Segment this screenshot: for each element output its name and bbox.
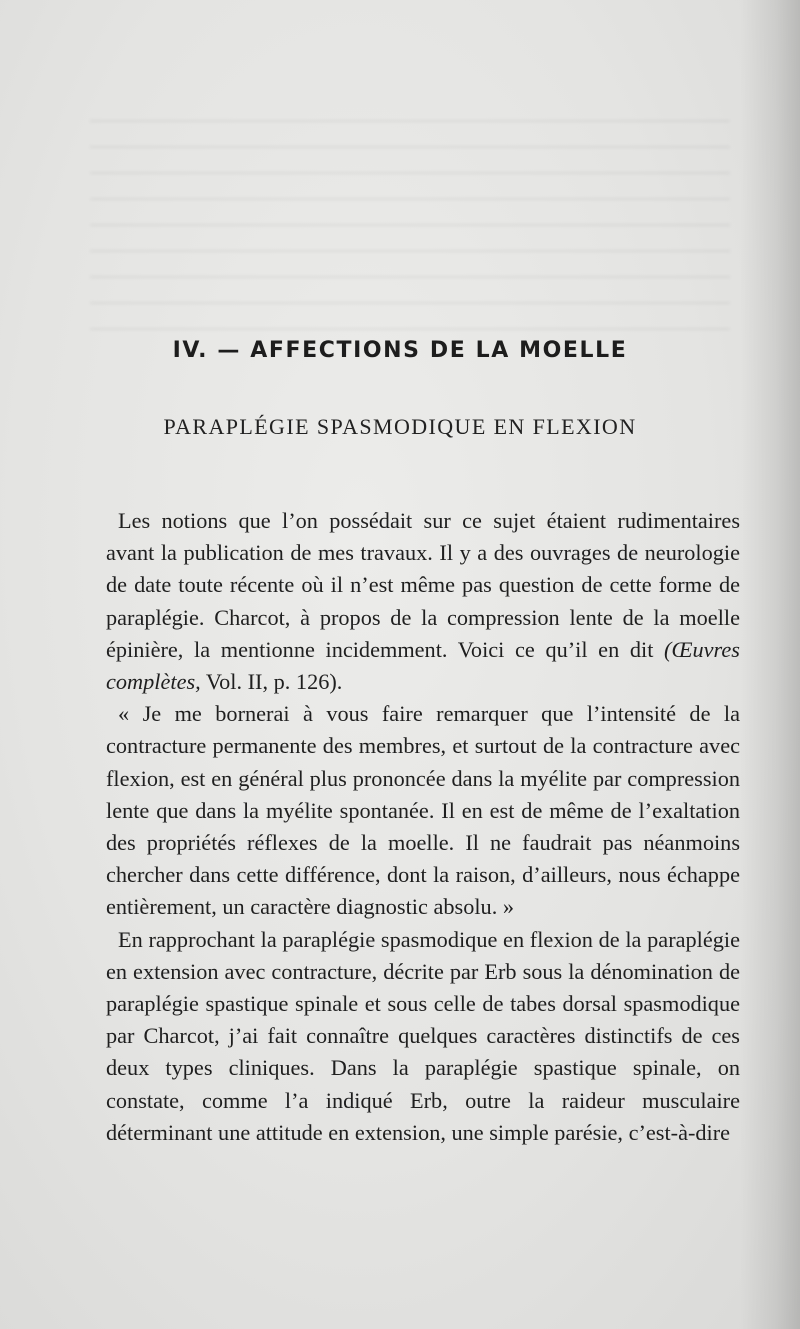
paragraph-1-text: Les notions que l’on possédait sur ce sujet étaient rudimentaires avant la publication de mes travaux. Il y a des ouvrages de neurologie de date toute récente où il n’est même pas question de cette forme de paraplégie. Charcot, à propos de la compression lente de la moelle épinière, la mentionne incidemment. Voici ce qu’il en dit	[106, 508, 740, 662]
chapter-title: IV. — AFFECTIONS DE LA MOELLE	[172, 338, 628, 363]
paragraph-2-quote: « Je me bornerai à vous faire remarquer que l’intensité de la contracture permanente des membres, et surtout de la contracture avec flexion, est en général plus prononcée dans la myélite par compression lente que dans la myélite spontanée. Il en est de même de l’exaltation des propriétés réflexes de la moelle. Il ne faudrait pas néanmoins chercher dans cette différence, dont la raison, d’ailleurs, nous échappe entièrement, un caractère diagnostic absolu. »	[106, 701, 740, 920]
body-text	[106, 505, 740, 1149]
section-title: PARAPLÉGIE SPASMODIQUE EN FLEXION	[163, 414, 637, 439]
paragraph-1-citation-ref: Vol. II, p. 126).	[200, 669, 343, 695]
paragraph-1	[106, 505, 740, 698]
citation-title: (Œuvres complètes,	[106, 636, 740, 695]
show-through-text	[90, 120, 730, 340]
paragraph-3: En rapprochant la paraplégie spasmodique en flexion de la paraplégie en extension avec contracture, décrite par Erb sous la dénomination de paraplégie spastique spinale et sous celle de tabes dorsal spasmodique par Charcot, j’ai fait connaître quelques caractères distinctifs de ces deux types cliniques. Dans la paraplégie spastique spinale, on constate, comme l’a indiqué Erb, outre la raideur musculaire déterminant une attitude en extension, une simple parésie, c’est-à-dire	[106, 926, 740, 1145]
page-edge-shadow	[740, 0, 800, 1329]
